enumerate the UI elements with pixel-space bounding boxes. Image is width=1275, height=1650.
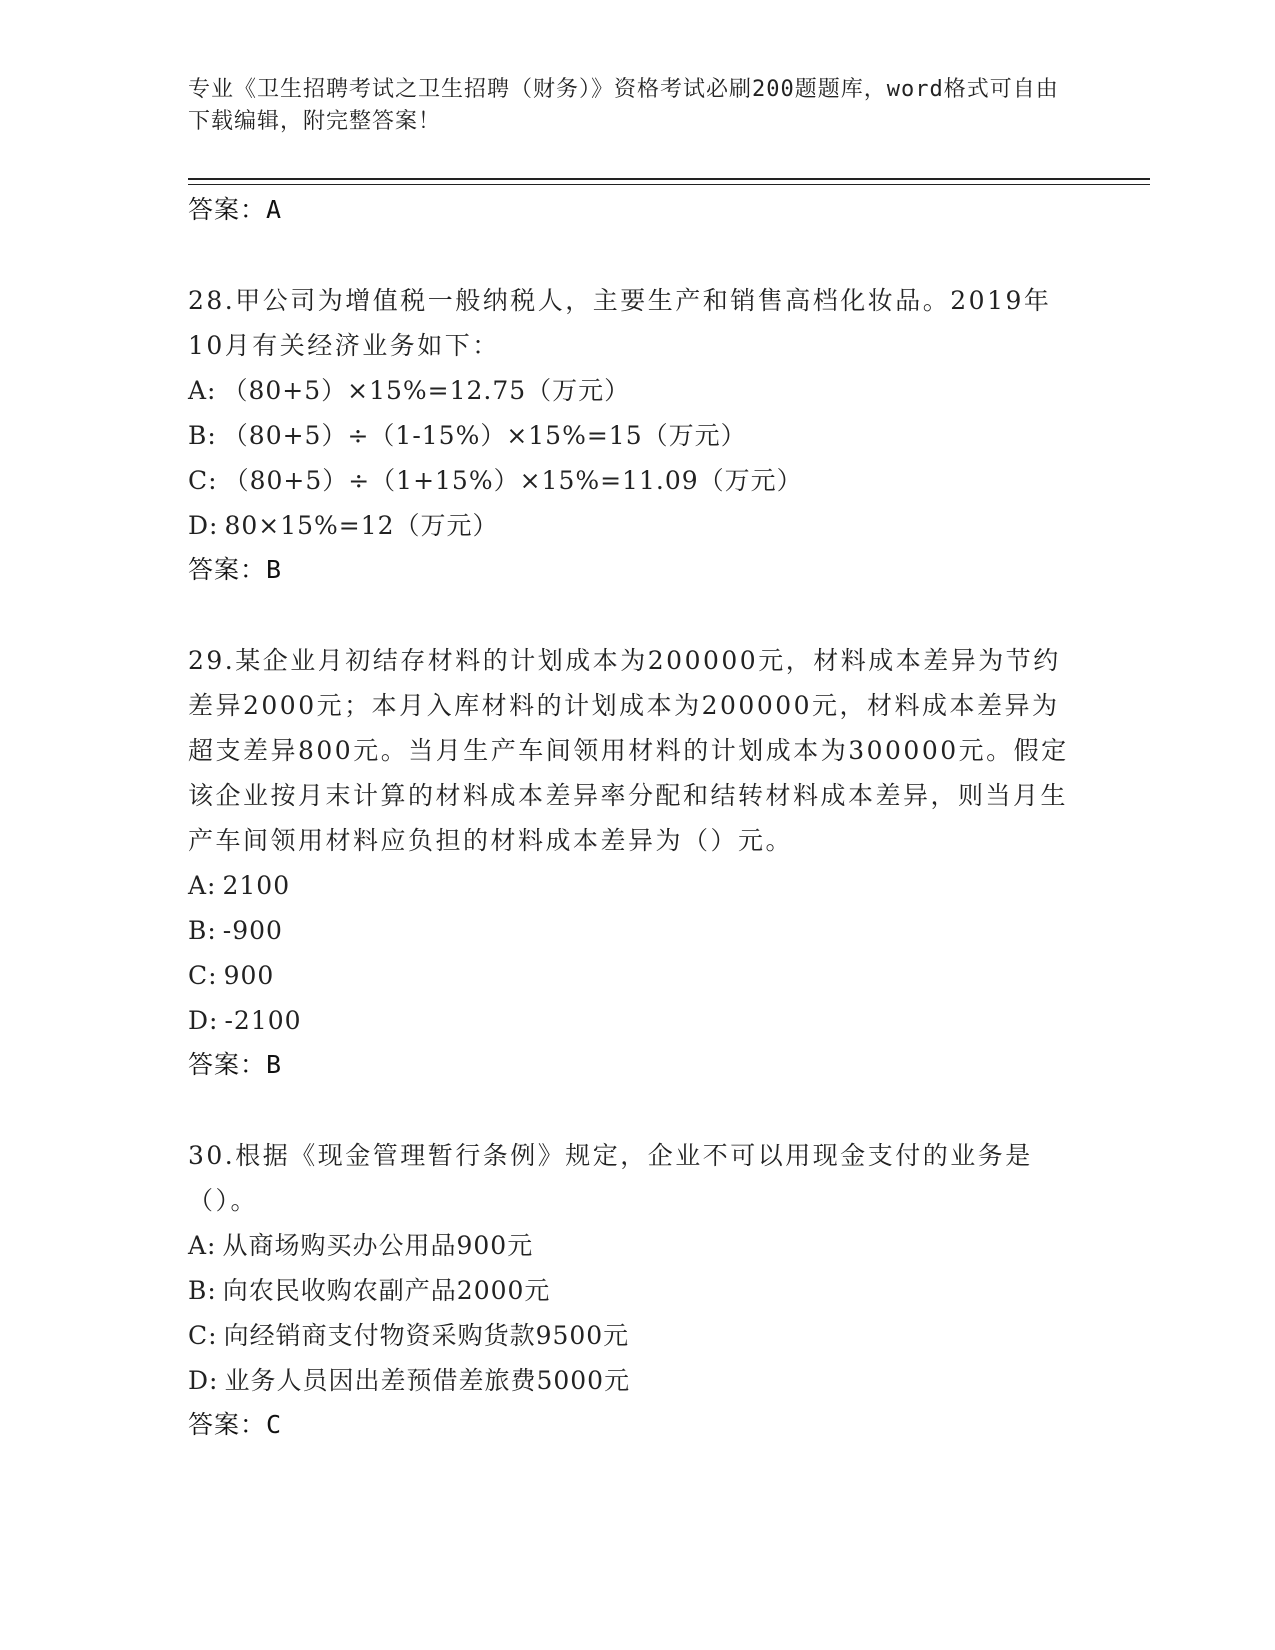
header-divider xyxy=(188,178,1150,180)
header-divider-thin xyxy=(188,184,1150,185)
answer-value: A xyxy=(266,195,283,224)
option-key: B: xyxy=(188,1276,217,1305)
option-key: A: xyxy=(188,871,217,900)
option-key: D: xyxy=(188,1366,219,1395)
option-key: A: xyxy=(188,1231,217,1260)
question-stem: 30.根据《现金管理暂行条例》规定，企业不可以用现金支付的业务是（）。 xyxy=(188,1141,1033,1215)
answer-line xyxy=(188,1043,1078,1087)
option-text: 从商场购买办公用品900元 xyxy=(222,1231,534,1260)
page-header: 专业《卫生招聘考试之卫生招聘（财务）》资格考试必刷200题题库，word格式可自由下载编辑，附完整答案！ xyxy=(188,77,1059,134)
answer-label: 答案： xyxy=(188,555,267,584)
question-stem: 28.甲公司为增值税一般纳税人，主要生产和销售高档化妆品。2019年10月有关经济业务如下： xyxy=(188,286,1052,360)
answer-value: C xyxy=(266,1410,283,1439)
question-list xyxy=(188,188,1078,1447)
option-text: 业务人员因出差预借差旅费5000元 xyxy=(224,1366,631,1395)
option-b xyxy=(188,413,1078,458)
option-a xyxy=(188,863,1078,908)
option-text: 900 xyxy=(223,961,275,990)
option-key: A: xyxy=(188,376,217,405)
option-b xyxy=(188,1268,1078,1313)
option-key: D: xyxy=(188,1006,219,1035)
option-text: 80×15%=12（万元） xyxy=(224,511,499,540)
option-text: -900 xyxy=(222,916,283,945)
option-c xyxy=(188,458,1078,503)
option-text: （80+5）÷（1-15%）×15%=15（万元） xyxy=(222,421,747,450)
question-29 xyxy=(188,638,1078,1087)
option-d xyxy=(188,998,1078,1043)
option-c xyxy=(188,1313,1078,1358)
answer-label: 答案： xyxy=(188,1410,267,1439)
option-text: -2100 xyxy=(224,1006,302,1035)
option-d xyxy=(188,1358,1078,1403)
option-text: 2100 xyxy=(222,871,291,900)
option-a xyxy=(188,368,1078,413)
option-text: （80+5）×15%=12.75（万元） xyxy=(222,376,631,405)
question-stem: 29.某企业月初结存材料的计划成本为200000元，材料成本差异为节约差异2000元；本月入库材料的计划成本为200000元，材料成本差异为超支差异800元。当月生产车间领用材料的计划成本为300000元。假定该企业按月末计算的材料成本差异率分配和结转材料成本差异，则当月生产车间领用材料应负担的材料成本差异为（）元。 xyxy=(188,646,1069,855)
question-28 xyxy=(188,278,1078,592)
option-key: C: xyxy=(188,1321,218,1350)
option-text: （80+5）÷（1+15%）×15%=11.09（万元） xyxy=(223,466,803,495)
answer-line xyxy=(188,1403,1078,1447)
answer-value: B xyxy=(266,555,283,584)
answer-label: 答案： xyxy=(188,195,267,224)
option-text: 向经销商支付物资采购货款9500元 xyxy=(223,1321,630,1350)
option-key: D: xyxy=(188,511,219,540)
option-a xyxy=(188,1223,1078,1268)
option-b xyxy=(188,908,1078,953)
question-30 xyxy=(188,1133,1078,1447)
option-key: B: xyxy=(188,916,217,945)
option-text: 向农民收购农副产品2000元 xyxy=(222,1276,551,1305)
answer-value: B xyxy=(266,1050,283,1079)
option-key: B: xyxy=(188,421,217,450)
answer-line xyxy=(188,548,1078,592)
option-key: C: xyxy=(188,466,218,495)
option-c xyxy=(188,953,1078,998)
answer-label: 答案： xyxy=(188,1050,267,1079)
option-d xyxy=(188,503,1078,548)
answer-line xyxy=(188,188,1078,232)
option-key: C: xyxy=(188,961,218,990)
